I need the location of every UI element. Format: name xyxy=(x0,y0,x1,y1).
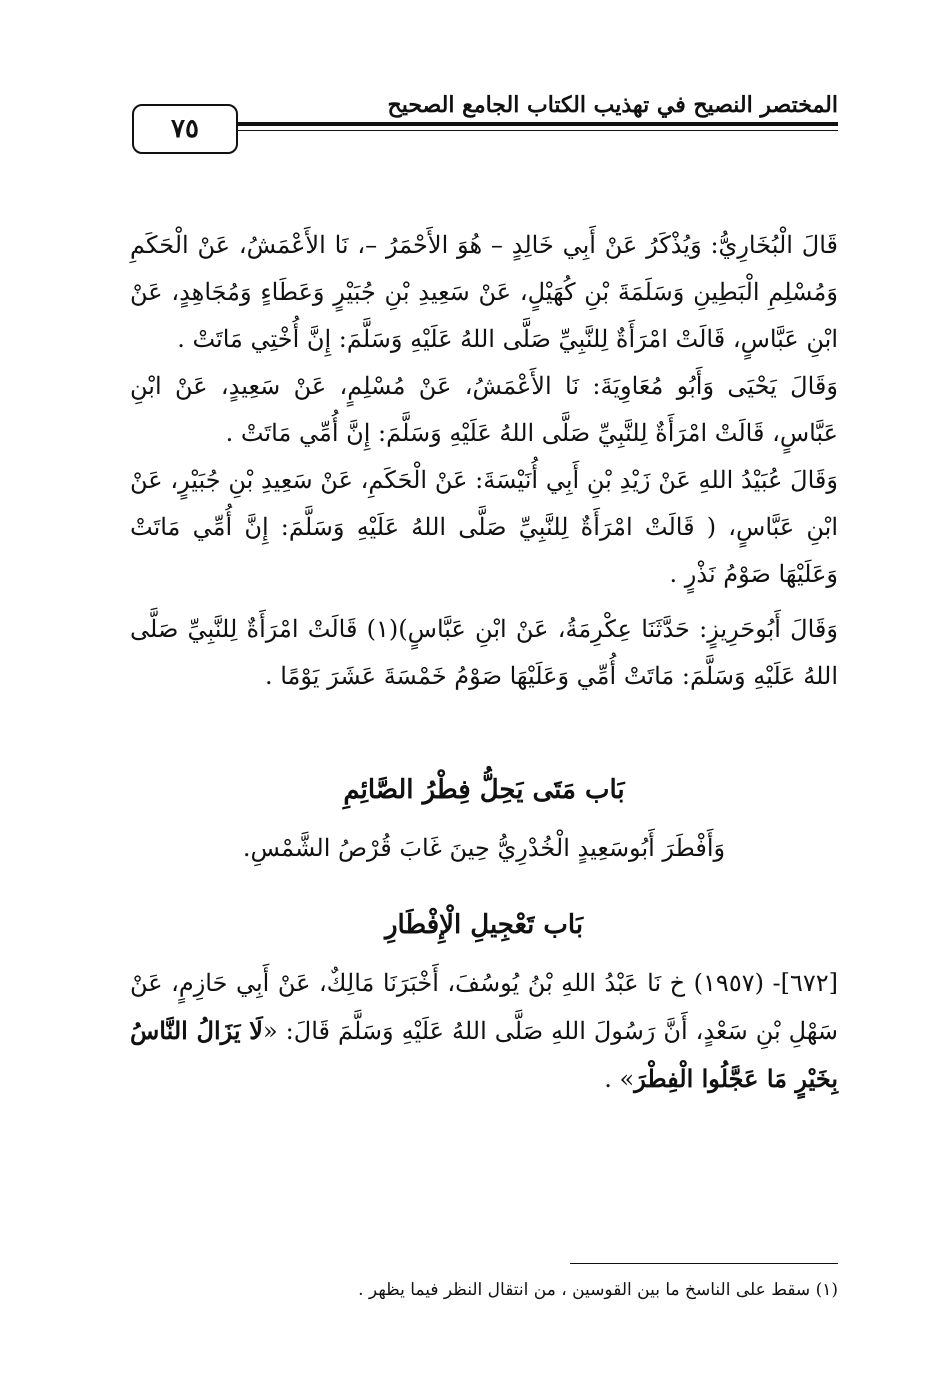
hadith-end: » . xyxy=(604,1065,635,1093)
section-heading-1: بَاب مَتَى يَحِلُّ فِطْرُ الصَّائِمِ xyxy=(343,775,625,805)
hadith-isnad: [٦٧٢]- (١٩٥٧) خ نَا عَبْدُ اللهِ بْنُ يُوسُفَ، أَخْبَرَنَا مَالِكٌ، عَنْ أَبِي حَازِمٍ، عَنْ سَهْلِ بْنِ سَعْدٍ، أَنَّ رَسُولَ اللهِ صَلَّى اللهُ عَلَيْهِ وَسَلَّمَ قَالَ: « xyxy=(130,969,838,1045)
paragraph-4: وَقَالَ أَبُوحَرِيزٍ: حَدَّثَنَا عِكْرِمَةُ، عَنْ ابْنِ عَبَّاسٍ)(١) قَالَتْ امْرَأَةٌ لِلنَّبِيِّ صَلَّى اللهُ عَلَيْهِ وَسَلَّمَ: مَاتَتْ أُمِّي وَعَلَيْهَا صَوْمُ خَمْسَةَ عَشَرَ يَوْمًا . xyxy=(130,615,838,690)
footnote: (١) سقط على الناسخ ما بين القوسين ، من انتقال النظر فيما يظهر . xyxy=(358,1280,838,1300)
section-heading-2: بَاب تَعْجِيلِ الْإِفْطَارِ xyxy=(384,910,584,940)
footnote-divider xyxy=(570,1263,838,1264)
hadith-quote: لَا يَزَالُ النَّاسُ بِخَيْرٍ مَا عَجَّلُوا الْفِطْرَ xyxy=(130,1016,838,1093)
header-rule-thick xyxy=(232,122,838,126)
section-1-text: وَأَفْطَرَ أَبُوسَعِيدٍ الْخُدْرِيُّ حِينَ غَابَ قُرْصُ الشَّمْسِ. xyxy=(242,834,726,862)
paragraph-2: وَقَالَ يَحْيَى وَأَبُو مُعَاوِيَةَ: نَا الأَعْمَشُ، عَنْ مُسْلِمٍ، عَنْ سَعِيدٍ، عَنْ ابْنِ عَبَّاسٍ، قَالَتْ امْرَأَةٌ لِلنَّبِيِّ صَلَّى اللهُ عَلَيْهِ وَسَلَّمَ: إِنَّ أُمِّي مَاتَتْ . xyxy=(130,372,838,447)
paragraph-1: قَالَ الْبُخَارِيُّ: وَيُذْكَرُ عَنْ أَبِي خَالِدٍ – هُوَ الأَحْمَرُ –، نَا الأَعْمَشُ، عَنْ الْحَكَمِ وَمُسْلِمِ الْبَطِينِ وَسَلَمَةَ بْنِ كُهَيْلٍ، عَنْ سَعِيدِ بْنِ جُبَيْرٍ وَعَطَاءٍ وَمُجَاهِدٍ، عَنْ ابْنِ عَبَّاسٍ، قَالَتْ امْرَأَةٌ لِلنَّبِيِّ صَلَّى اللهُ عَلَيْهِ وَسَلَّمَ: إِنَّ أُخْتِي مَاتَتْ . xyxy=(130,231,838,353)
paragraph-3: وَقَالَ عُبَيْدُ اللهِ عَنْ زَيْدِ بْنِ أَبِي أُنَيْسَةَ: عَنْ الْحَكَمِ، عَنْ سَعِيدِ بْنِ جُبَيْرٍ، عَنْ ابْنِ عَبَّاسٍ، ( قَالَتْ امْرَأَةٌ لِلنَّبِيِّ صَلَّى اللهُ عَلَيْهِ وَسَلَّمَ: إِنَّ أُمِّي مَاتَتْ وَعَلَيْهَا صَوْمُ نَذْرٍ . xyxy=(130,466,838,588)
page-number: ٧٥ xyxy=(132,104,238,154)
section-2-text xyxy=(130,960,838,1103)
header-rule-thin xyxy=(232,130,838,131)
main-text xyxy=(130,222,838,700)
running-title: المختصر النصيح في تهذيب الكتاب الجامع الصحيح xyxy=(387,92,838,118)
page-header xyxy=(128,92,838,167)
